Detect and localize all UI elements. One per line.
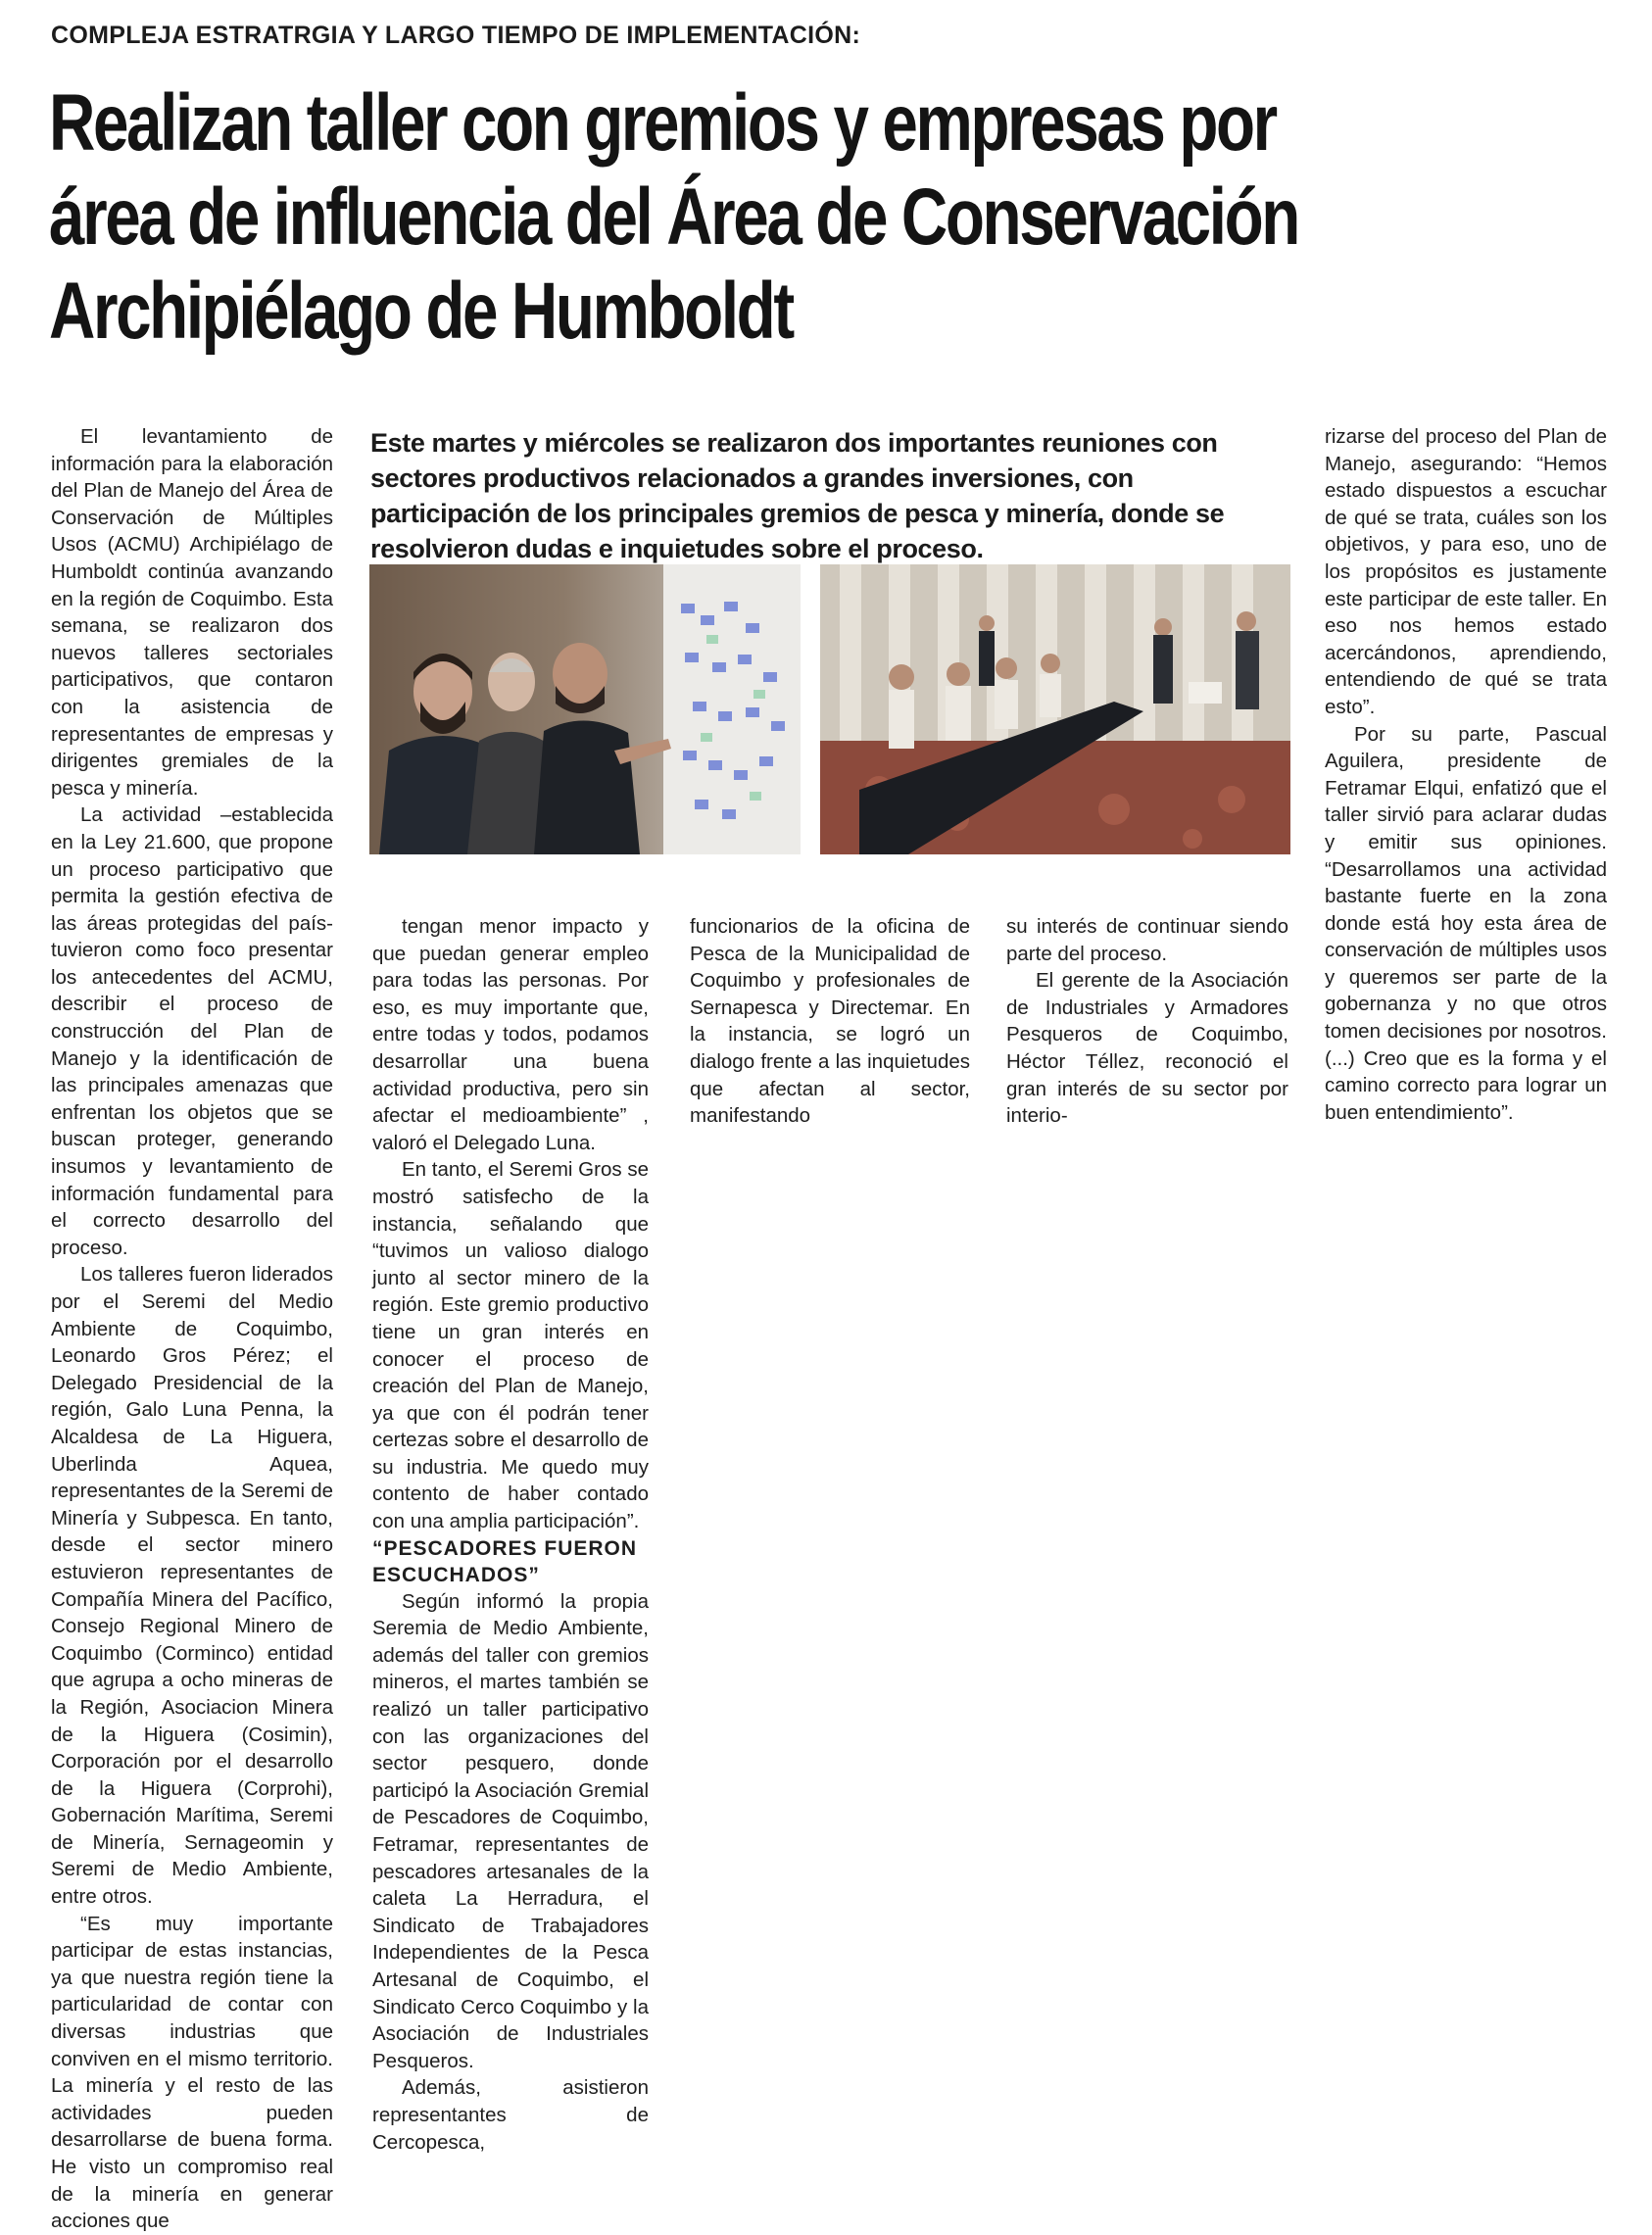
col1-paragraph-1: El levantamiento de información para la elaboración del Plan de Manejo del Área de Conservación de Múltiples Usos (ACMU) Archipiélago de Humboldt continúa avanzando en la región de Coquimbo. Esta semana, se realizaron dos nuevos talleres sectoriales participativos, que contaron con la asistencia de representantes de empresas y dirigentes gremiales de la pesca y minería.: [51, 425, 333, 800]
headline-line-2: área de influencia del Área de Conservación: [49, 172, 1298, 262]
column-3: [690, 913, 970, 1130]
col1-paragraph-3: Los talleres fueron liderados por el Seremi del Medio Ambiente de Coquimbo, Leonardo Gros Pérez; el Delegado Presidencial de la región, Galo Luna Penna, la Alcaldesa de La Higuera, Uberlinda Aquea, representantes de la Seremi de Minería y Subpesca. En tanto, desde el sector minero estuvieron representantes de Compañía Minera del Pacífico, Consejo Regional Minero de Coquimbo (Corminco) entidad que agrupa a ocho mineras de la Región, Asociacion Minera de la Higuera (Cosimin), Corporación por el desarrollo de la Higuera (Corprohi), Gobernación Marítima, Seremi de Minería, Sernageomin y Seremi de Medio Ambiente, entre otros.: [51, 1263, 333, 1909]
column-1: [51, 423, 333, 2235]
col5-paragraph-2: Por su parte, Pascual Aguilera, presidente de Fetramar Elqui, enfatizó que el taller sirvió para aclarar dudas y emitir sus opiniones. “Desarrollamos una actividad bastante fuerte en la zona donde está hoy esta área de conservación de múltiples usos y queremos ser parte de la gobernanza y no que otros tomen decisiones por nosotros. (...) Creo que es la forma y el camino correcto para lograr un buen entendimiento”.: [1325, 722, 1607, 1124]
kicker: COMPLEJA ESTRATRGIA Y LARGO TIEMPO DE IMPLEMENTACIÓN:: [51, 22, 861, 49]
col4-paragraph-1: su interés de continuar siendo parte del proceso.: [1006, 915, 1288, 965]
col2-paragraph-4: Además, asistieron representantes de Cercopesca,: [372, 2076, 649, 2154]
column-4: [1006, 913, 1288, 1130]
photo-workshop-board: [369, 564, 801, 854]
headline-line-3: Archipiélago de Humboldt: [49, 267, 793, 356]
headline: [49, 76, 1303, 359]
col4-paragraph-2: El gerente de la Asociación de Industriales y Armadores Pesqueros de Coquimbo, Héctor Téllez, reconoció el gran interés de su sector por interio-: [1006, 969, 1288, 1128]
col2-paragraph-2: En tanto, el Seremi Gros se mostró satisfecho de la instancia, señalando que “tuvimos un valioso dialogo junto al sector minero de la región. Este gremio productivo tiene un gran interés en conocer el proceso de creación del Plan de Manejo, ya que con él podrán tener certezas sobre el desarrollo de su industria. Me quedo muy contento de haber contado con una amplia participación”.: [372, 1158, 649, 1533]
lede: Este martes y miércoles se realizaron dos importantes reuniones con sectores productivos relacionados a grandes inversiones, con participación de los principales gremios de pesca y minería, donde se resolvieron dudas e inquietudes sobre el proceso.: [370, 428, 1225, 563]
col2-paragraph-1: tengan menor impacto y que puedan generar empleo para todas las personas. Por eso, es muy importante que, entre todas y todos, podamos desarrollar una buena actividad productiva, pero sin afectar el medioambiente” , valoró el Delegado Luna.: [372, 915, 649, 1154]
col3-paragraph-1: funcionarios de la oficina de Pesca de la Municipalidad de Coquimbo y profesionales de Sernapesca y Directemar. En la instancia, se logró un dialogo frente a las inquietudes que afectan al sector, manifestando: [690, 915, 970, 1128]
col5-paragraph-1: rizarse del proceso del Plan de Manejo, asegurando: “Hemos estado dispuestos a escuchar de qué se trata, cuáles son los objetivos, y para eso, uno de los propósitos es justamente este participar de este taller. En eso nos hemos estado acercándonos, aprendiendo, entendiendo de qué se trata esto”.: [1325, 425, 1607, 718]
col1-paragraph-2: La actividad –establecida en la Ley 21.600, que propone un proceso participativo que permita la gestión efectiva de las áreas protegidas del país- tuvieron como foco presentar los antecedentes del ACMU, describir el proceso de construcción del Plan de Manejo y la identificación de las principales amenazas que enfrentan los objetos que se buscan proteger, generando insumos y levantamiento de información fundamental para el correcto desarrollo del proceso.: [51, 803, 333, 1259]
column-2: [372, 913, 649, 2156]
column-5: [1325, 423, 1607, 1126]
subhead-pescadores: “PESCADORES FUERON ESCUCHADOS”: [372, 1536, 638, 1586]
headline-line-1: Realizan taller con gremios y empresas por: [49, 78, 1276, 168]
col2-paragraph-3: Según informó la propia Seremia de Medio Ambiente, además del taller con gremios mineros, el martes también se realizó un taller participativo con las organizaciones del sector pesquero, donde participó la Asociación Gremial de Pescadores de Coquimbo, Fetramar, representantes de pescadores artesanales de la caleta La Herradura, el Sindicato de Trabajadores Independientes de la Pesca Artesanal de Coquimbo, el Sindicato Cerco Coquimbo y la Asociación de Industriales Pesqueros.: [372, 1589, 649, 2072]
col1-paragraph-4: “Es muy importante participar de estas instancias, ya que nuestra región tiene la particularidad de contar con diversas industrias que conviven en el mismo territorio. La minería y el resto de las actividades pueden desarrollarse de buena forma. He visto un compromiso real de la minería en generar acciones que: [51, 1912, 333, 2233]
photo-meeting-room: [820, 564, 1290, 854]
